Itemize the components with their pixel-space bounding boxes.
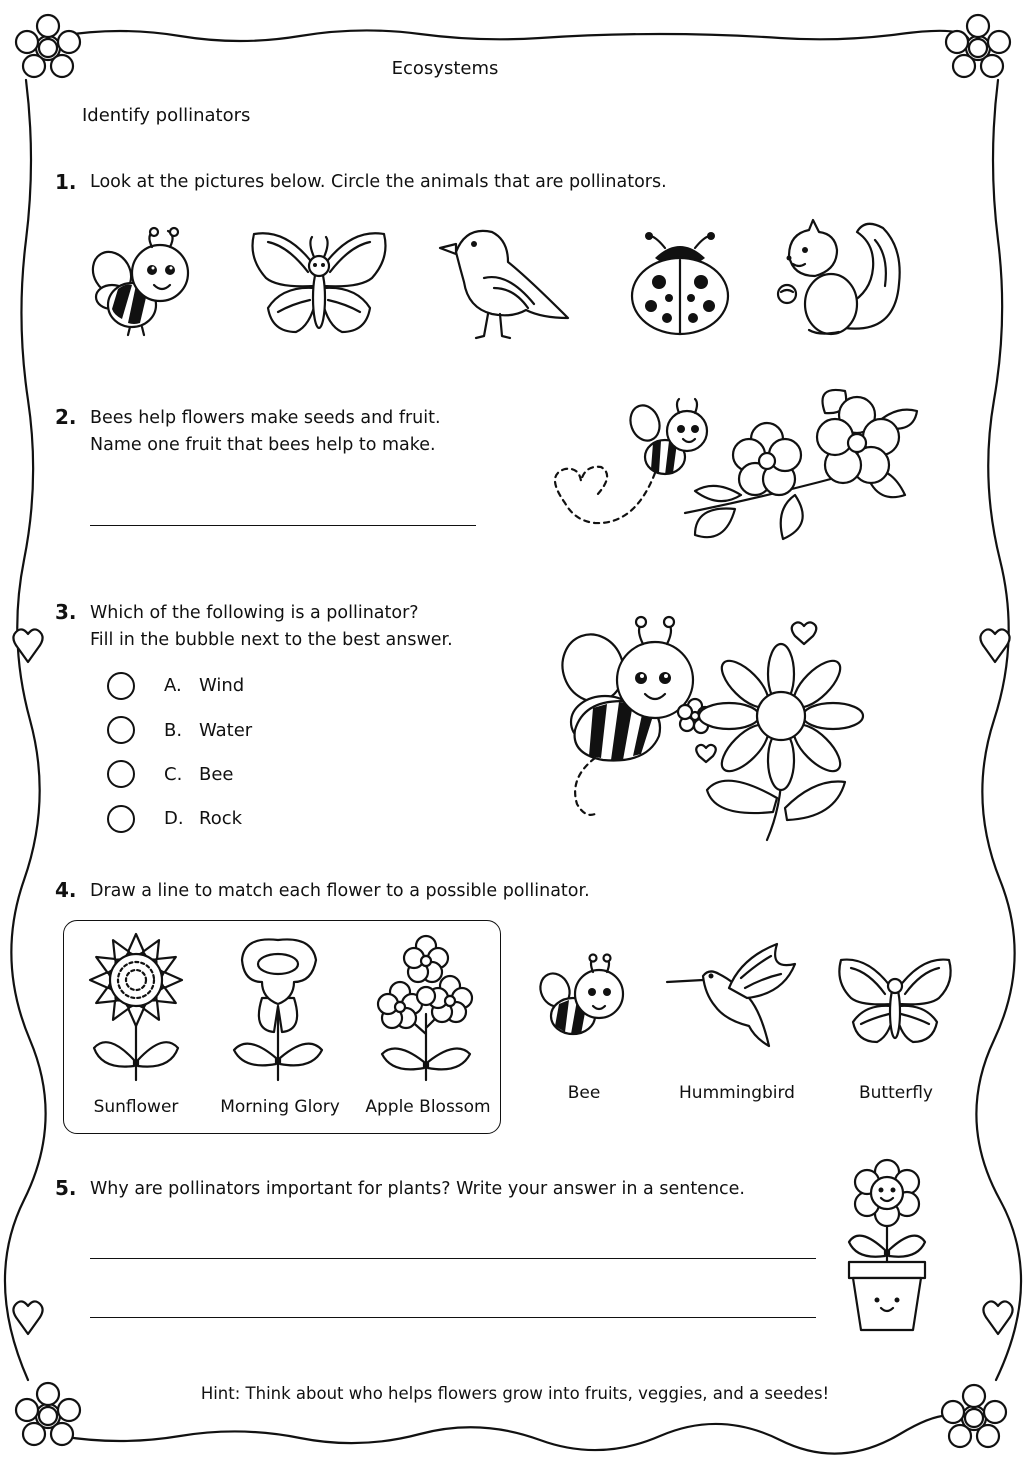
question-3-line-1: Which of the following is a pollinator? xyxy=(90,603,419,623)
pollinator-label-bee: Bee xyxy=(567,1083,601,1103)
option-d-label: Rock xyxy=(199,808,243,829)
flower-label-morning-glory: Morning Glory xyxy=(220,1097,340,1117)
question-2-line-1: Bees help flowers make seeds and fruit. xyxy=(90,408,441,428)
apple-blossom-icon[interactable] xyxy=(378,934,474,1082)
flower-label-apple-blossom: Apple Blossom xyxy=(365,1097,491,1117)
question-4-number: 4. xyxy=(55,878,77,902)
question-3-line-2: Fill in the bubble next to the best answer. xyxy=(90,630,453,650)
ladybug-icon[interactable] xyxy=(625,230,735,340)
question-2-number: 2. xyxy=(55,405,77,429)
question-3-number: 3. xyxy=(55,600,77,624)
morning-glory-icon[interactable] xyxy=(232,934,324,1082)
squirrel-icon[interactable] xyxy=(775,218,905,342)
worksheet-subtitle: Identify pollinators xyxy=(82,105,251,126)
option-c-letter: C. xyxy=(164,764,183,785)
option-c-label: Bee xyxy=(199,764,234,785)
butterfly-icon[interactable] xyxy=(835,956,955,1046)
bee-icon[interactable] xyxy=(90,225,205,340)
butterfly-icon[interactable] xyxy=(248,228,390,338)
question-5-answer-line-1[interactable] xyxy=(90,1258,816,1259)
option-b-letter: B. xyxy=(164,720,183,741)
question-2-line-2: Name one fruit that bees help to make. xyxy=(90,435,436,455)
option-c-bubble[interactable] xyxy=(107,760,135,788)
potted-flower-icon xyxy=(845,1158,929,1334)
question-5-answer-line-2[interactable] xyxy=(90,1317,816,1318)
bee-and-flower-illustration xyxy=(555,618,875,848)
option-a-bubble[interactable] xyxy=(107,672,135,700)
sunflower-icon[interactable] xyxy=(88,932,184,1082)
page-title: Ecosystems xyxy=(391,58,499,79)
bird-icon[interactable] xyxy=(438,222,570,342)
flower-label-sunflower: Sunflower xyxy=(93,1097,179,1117)
bee-icon[interactable] xyxy=(537,954,632,1044)
pollinator-label-hummingbird: Hummingbird xyxy=(679,1083,795,1103)
option-a-letter: A. xyxy=(164,675,182,696)
question-5-text: Why are pollinators important for plants? Write your answer in a sentence. xyxy=(90,1179,745,1199)
option-d-bubble[interactable] xyxy=(107,805,135,833)
question-5-number: 5. xyxy=(55,1176,77,1200)
option-a-label: Wind xyxy=(199,675,245,696)
question-2-answer-line[interactable] xyxy=(90,525,476,526)
pollinator-label-butterfly: Butterfly xyxy=(859,1083,933,1103)
option-b-label: Water xyxy=(199,720,253,741)
hummingbird-icon[interactable] xyxy=(665,942,801,1054)
question-4-text: Draw a line to match each flower to a possible pollinator. xyxy=(90,881,590,901)
question-1-number: 1. xyxy=(55,170,77,194)
question-1-text: Look at the pictures below. Circle the animals that are pollinators. xyxy=(90,172,667,192)
option-d-letter: D. xyxy=(164,808,184,829)
bee-flower-branch-illustration xyxy=(545,385,930,555)
hint-text: Hint: Think about who helps flowers grow into fruits, veggies, and a seedes! xyxy=(200,1384,830,1403)
option-b-bubble[interactable] xyxy=(107,716,135,744)
